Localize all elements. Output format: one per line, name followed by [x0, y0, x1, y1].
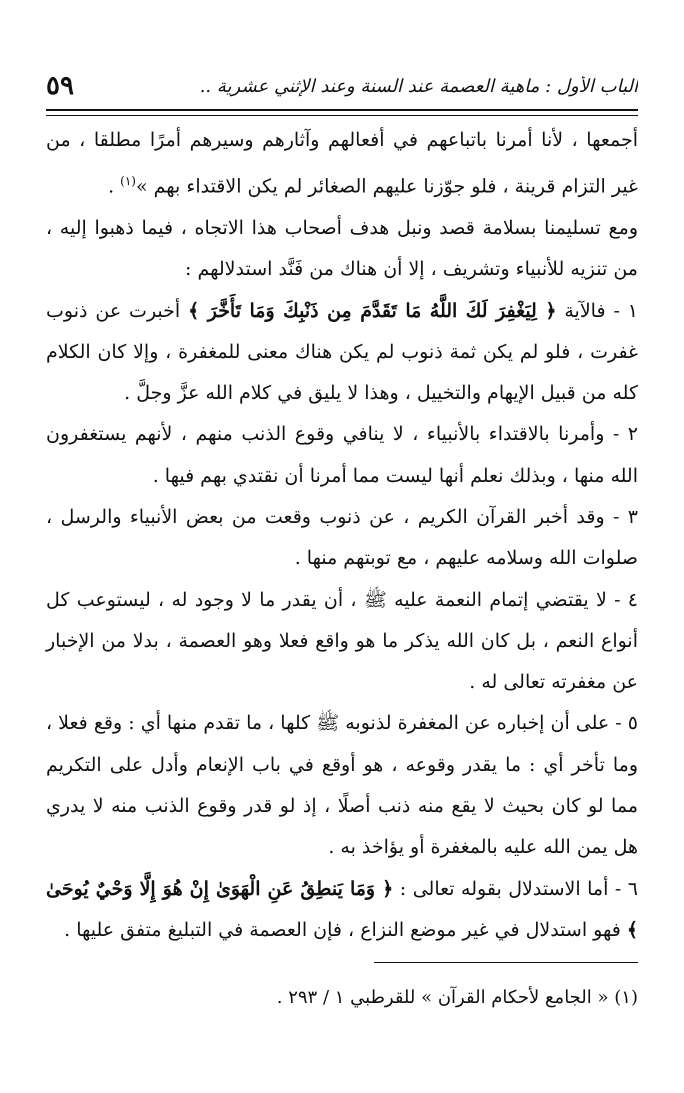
- point-2: ٢ - وأمرنا بالاقتداء بالأنبياء ، لا ينافي وقوع الذنب منهم ، لأنهم يستغفرون الله منها ، وبذلك نعلم أنها ليست مما أمرنا أن نقتدي بهم فيها .: [46, 423, 638, 487]
- header-rule: [46, 109, 638, 116]
- paragraph-2: ومع تسليمنا بسلامة قصد ونبل هدف أصحاب هذا الاتجاه ، فيما ذهبوا إليه ، من تنزيه للأنبياء وتشريف ، إلا أن هناك من فَنَّد استدلالهم :: [46, 216, 638, 281]
- body-text: [46, 120, 638, 951]
- running-title: الباب الأول : ماهية العصمة عند السنة وعند الإثني عشرية ..: [199, 75, 638, 97]
- footnote-text: « الجامع لأحكام القرآن » للقرطبي ١ / ٢٩٣ .: [276, 987, 609, 1008]
- quran-verse: ﴿ وَمَا يَنطِقُ عَنِ الْهَوَىٰ إِنْ هُوَ إِلَّا وَحْيٌ يُوحَىٰ ﴾: [46, 877, 638, 941]
- footnote-rule: [374, 962, 638, 963]
- point-6: ٦ - أما الاستدلال بقوله تعالى : ﴿ وَمَا يَنطِقُ عَنِ الْهَوَىٰ إِنْ هُوَ إِلَّا وَحْيٌ يُوحَىٰ ﴾ فهو استدلال في غير موضع النزاع ، فإن العصمة في التبليغ متفق عليها .: [46, 877, 638, 941]
- point-3: ٣ - وقد أخبر القرآن الكريم ، عن ذنوب وقعت من بعض الأنبياء والرسل ، صلوات الله وسلامه عليهم ، مع توبتهم منها .: [46, 506, 638, 570]
- footnote: [46, 978, 638, 1018]
- point-1: ١ - فالآية ﴿ لِيَغْفِرَ لَكَ اللَّهُ مَا تَقَدَّمَ مِن ذَنْبِكَ وَمَا تَأَخَّرَ ﴾ أخبرت عن ذنوب غفرت ، فلو لم يكن ثمة ذنوب لم يكن هناك معنى للمغفرة ، وإلا كان الكلام كله من قبيل الإيهام والتخييل ، وهذا لا يليق في كلام الله عزَّ وجلَّ .: [46, 299, 638, 405]
- quran-verse: ﴿ لِيَغْفِرَ لَكَ اللَّهُ مَا تَقَدَّمَ مِن ذَنْبِكَ وَمَا تَأَخَّرَ ﴾: [188, 299, 557, 322]
- footnote-marker: (١): [614, 987, 638, 1008]
- point-5: ٥ - على أن إخباره عن المغفرة لذنوبه ﷺ كلها ، ما تقدم منها أي : وقع فعلا ، وما تأخر أي : ما يقدر وقوعه ، هو أوقع في باب الإنعام وأدل على التكريم مما لو كان بحيث لا يقع منه ذنب أصلًا ، إذ لو قدر وقوع الذنب منه لا يدري هل يمن الله عليه بالمغفرة أو يؤاخذ به .: [46, 712, 639, 859]
- page-number: ٥٩: [46, 71, 74, 101]
- footnote-ref: (١): [120, 174, 136, 189]
- paragraph-1: أجمعها ، لأنا أمرنا باتباعهم في أفعالهم وآثارهم وسيرهم أمرًا مطلقا ، من غير التزام قرينة ، فلو جوّزنا عليهم الصغائر لم يكن الاقتداء بهم »$^{(١)}$ .: [46, 129, 638, 198]
- running-header: [46, 66, 638, 106]
- point-4: ٤ - لا يقتضي إتمام النعمة عليه ﷺ ، أن يقدر ما لا وجود له ، ليستوعب كل أنواع النعم ، بل كان الله يذكر ما هو واقع فعلا وهو العصمة ، بدلا من الإخبار عن مغفرته تعالى له .: [46, 588, 638, 694]
